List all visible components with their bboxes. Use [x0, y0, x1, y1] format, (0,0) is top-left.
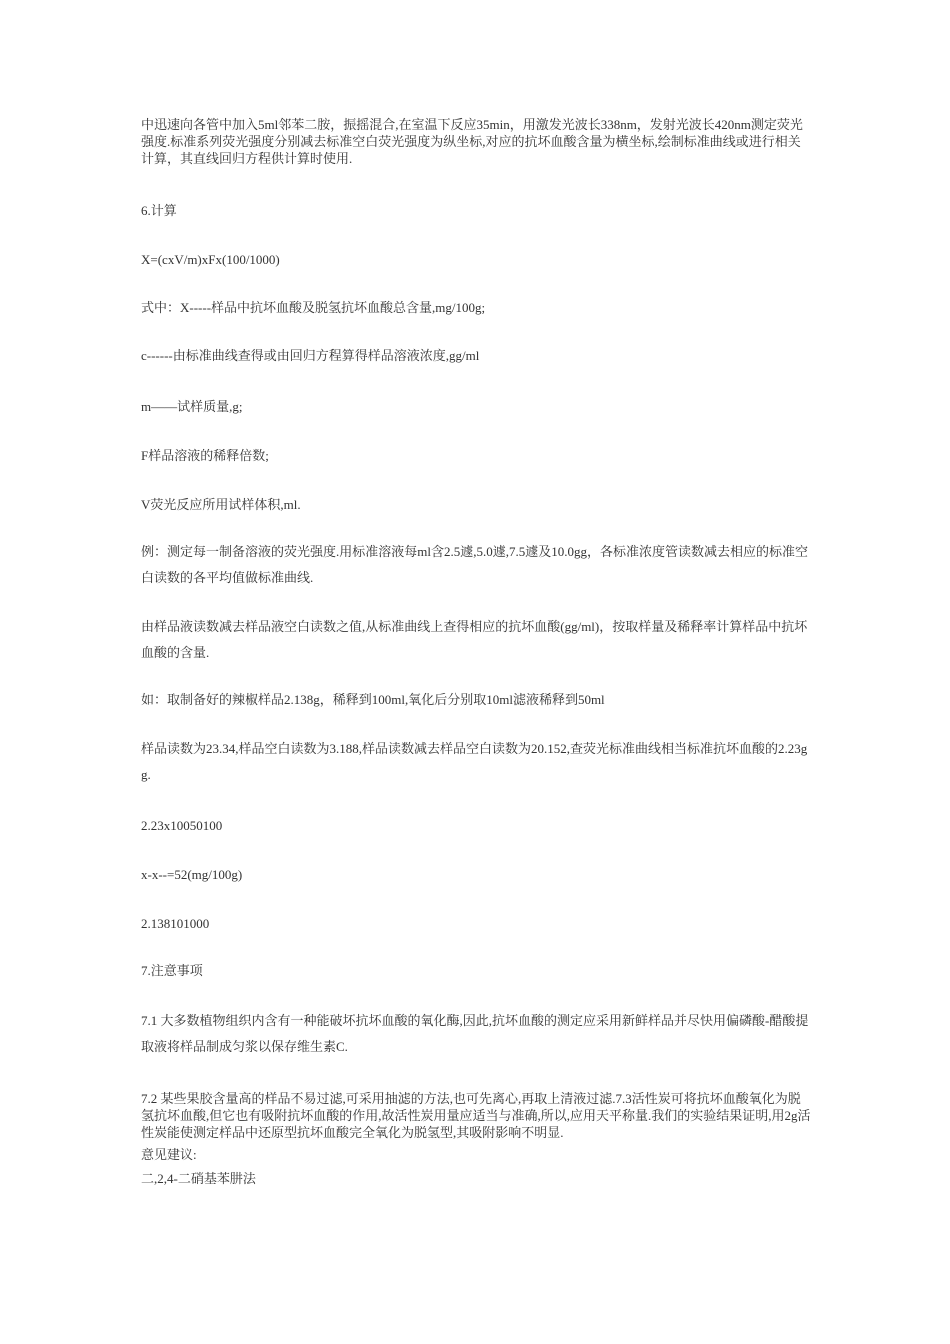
- section-heading-notes: 7.注意事项: [141, 963, 203, 978]
- definition-v: V荧光反应所用试样体积,ml.: [141, 497, 301, 512]
- paragraph-sample-values: 样品读数为23.34,样品空白读数为3.188,样品读数减去样品空白读数为20.152,查荧光标准曲线相当标准抗坏血酸的2.23gg.: [141, 741, 808, 782]
- note-7-2: 7.2 某些果胶含量高的样品不易过滤,可采用抽滤的方法,也可先离心,再取上清液过滤.7.3活性炭可将抗坏血酸氧化为脱氢抗坏血酸,但它也有吸附抗坏血酸的作用,故活性炭用量应适当与准确,所以,应用天平称量.我们的实验结果证明,用2g活性炭能使测定样品中还原型抗坏血酸完全氧化为脱氢型,其吸附影响不明显.: [141, 1091, 811, 1140]
- paragraph-sample-reading: 由样品液读数减去样品液空白读数之值,从标准曲线上查得相应的抗坏血酸(gg/ml)，按取样量及稀释率计算样品中抗坏血酸的含量.: [141, 619, 808, 660]
- paragraph-fluorescence-procedure: 中迅速向各管中加入5ml邻苯二胺，振摇混合,在室温下反应35min，用激发光波长338nm，发射光波长420nm测定荧光强度.标准系列荧光强度分别减去标准空白荧光强度为纵坐标,对应的抗坏血酸含量为横坐标,绘制标准曲线或进行相关计算，其直线回归方程供计算时使用.: [141, 117, 803, 166]
- paragraph-example: 例：测定每一制备溶液的荧光强度.用标准溶液每ml含2.5遽,5.0遽,7.5遽及10.0gg，各标准浓度管读数减去相应的标准空白读数的各平均值做标准曲线.: [141, 544, 808, 585]
- formula-x: X=(cxV/m)xFx(100/1000): [141, 252, 280, 267]
- section-heading-dnph-method: 二,2,4-二硝基苯肼法: [141, 1171, 256, 1186]
- calculation-line-3: 2.138101000: [141, 916, 210, 931]
- calculation-line-1: 2.23x10050100: [141, 818, 223, 833]
- note-7-1: 7.1 大多数植物组织内含有一种能破坏抗坏血酸的氧化酶,因此,抗坏血酸的测定应采用新鲜样品并尽快用偏磷酸-醋酸提取液将样品制成匀浆以保存维生素C.: [141, 1013, 809, 1054]
- definition-c: c------由标准曲线查得或由回归方程算得样品溶液浓度,gg/ml: [141, 348, 480, 363]
- definition-f: F样品溶液的稀释倍数;: [141, 448, 269, 463]
- section-heading-calculation: 6.计算: [141, 203, 177, 218]
- label-suggestions: 意见建议:: [141, 1147, 197, 1162]
- calculation-line-2: x-x--=52(mg/100g): [141, 867, 243, 882]
- definition-x: 式中：X-----样品中抗坏血酸及脱氢抗坏血酸总含量,mg/100g;: [141, 300, 486, 315]
- paragraph-sample-preparation: 如：取制备好的辣椒样品2.138g，稀释到100ml,氧化后分别取10ml滤液稀释到50ml: [141, 692, 605, 707]
- definition-m: m——试样质量,g;: [141, 399, 243, 414]
